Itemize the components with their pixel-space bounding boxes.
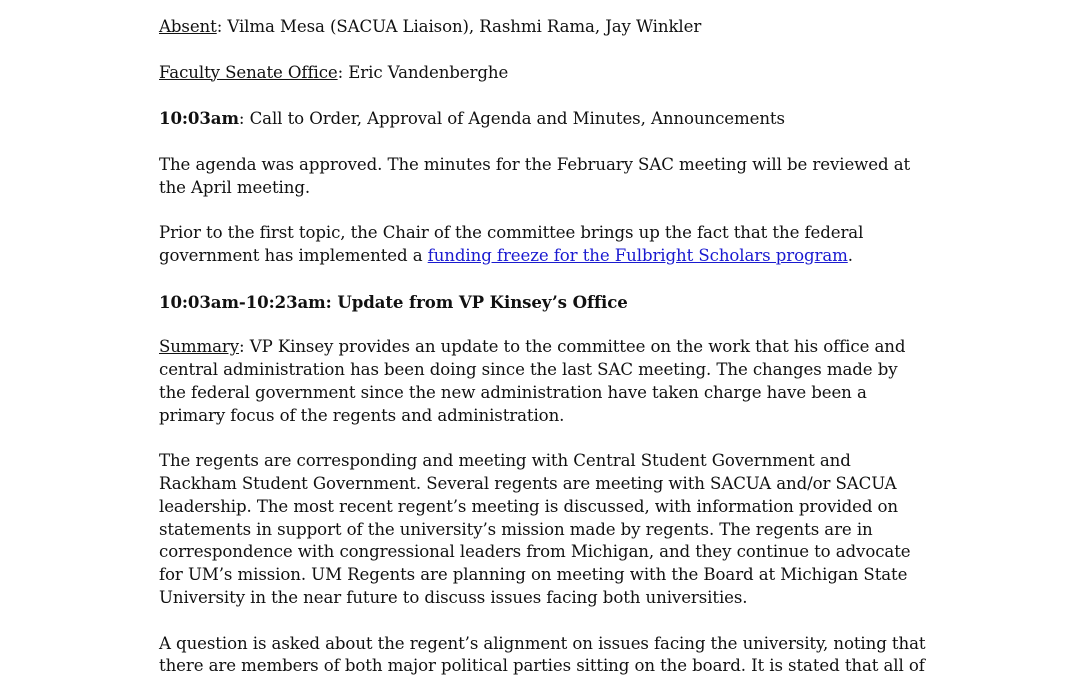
faculty-senate-office-text: : Eric Vandenberghe <box>337 62 509 82</box>
fulbright-funding-freeze-link[interactable]: funding freeze for the Fulbright Scholars program <box>427 245 848 265</box>
faculty-senate-office-label: Faculty Senate Office <box>159 62 338 82</box>
minutes-body <box>159 16 929 675</box>
agenda-item-vp-kinsey-heading: 10:03am-10:23am: Update from VP Kinsey’s Office <box>159 291 628 312</box>
agenda-item-call-to-order <box>159 107 929 131</box>
summary-paragraph <box>159 336 929 427</box>
faculty-senate-office-line <box>159 62 929 85</box>
fulbright-text-before: Prior to the first topic, the Chair of the committee brings up the fact that the federal government has implemented a <box>159 223 864 265</box>
question-paragraph: A question is asked about the regent’s alignment on issues facing the university, noting that there are members of both major political parties sitting on the board. It is stated that all of <box>159 633 926 675</box>
summary-text: : VP Kinsey provides an update to the committee on the work that his office and central administration has been doing since the last SAC meeting. The changes made by the federal government since the new administration have taken charge have been a primary focus of the regents and administration. <box>159 337 906 425</box>
fulbright-paragraph <box>159 222 929 268</box>
summary-label: Summary <box>159 337 240 357</box>
regents-paragraph: The regents are corresponding and meeting with Central Student Government and Rackham Student Government. Several regents are meeting with SACUA and/or SACUA leadership. The most recent regent’s meeting is discussed, with information provided on statements in support of the university’s mission made by regents. The regents are in correspondence with congressional leaders from Michigan, and they continue to advocate for UM’s mission. UM Regents are planning on meeting with the Board at Michigan State University in the near future to discuss issues facing both universities. <box>159 451 911 607</box>
absent-label: Absent <box>159 17 217 36</box>
absent-line <box>159 16 929 39</box>
absent-text: : Vilma Mesa (SACUA Liaison), Rashmi Rama, Jay Winkler <box>216 17 702 36</box>
agenda-item-text: : Call to Order, Approval of Agenda and Minutes, Announcements <box>238 109 785 129</box>
agenda-item-time: 10:03am <box>159 108 239 129</box>
fulbright-text-after: . <box>847 245 853 265</box>
agenda-approved-paragraph: The agenda was approved. The minutes for the February SAC meeting will be reviewed at the April meeting. <box>159 154 911 197</box>
